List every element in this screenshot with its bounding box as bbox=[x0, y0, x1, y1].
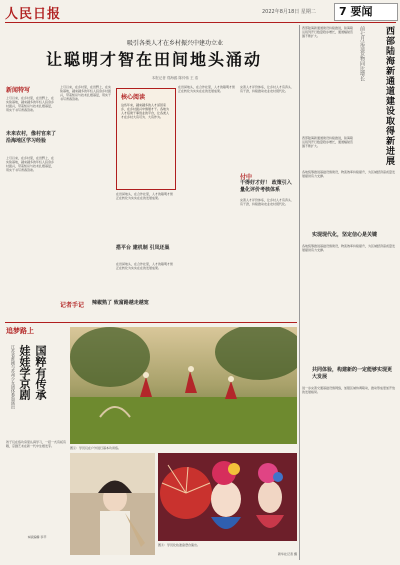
commentary-box bbox=[116, 88, 176, 190]
feature-photo-left bbox=[70, 453, 155, 555]
top-right-text: 西部陆海新通道建设持续推进，铁海联运班列开行数量稳步增长，通道辐射范围不断扩大。 bbox=[302, 26, 354, 38]
col2-text: 上月以来，在乡村里，在田野上，在实验基地，越来越多的年轻人投身乡村振兴，带着知识与技术扎根基层，用实干书写青春答卷。 bbox=[60, 85, 112, 101]
right-column-text-3: 进一步完善交通基础设施网络，加强区域协调联动，推动形成更加开放的发展格局。 bbox=[302, 386, 396, 394]
top-right-vertical-title: 西部陆海新通道建设取得新进展 bbox=[384, 26, 394, 166]
caption-2-3: 图②：学员化妆准备登台演出。 bbox=[158, 543, 201, 547]
feature-photo-main-image bbox=[70, 327, 297, 444]
masthead-logo: 人民日报 bbox=[5, 7, 62, 22]
right-column-text-1: 各地统筹推进基础设施建设，物流效率持续提升，为区域经济高质量发展提供有力支撑。 bbox=[302, 170, 396, 178]
col5-text-top: 完善人才评价体系，让乡村人才有奔头、有干劲，持续推动农业农村现代化。 bbox=[240, 85, 295, 93]
col3-text-bottom: 在田间地头，在合作社里，人才的聪明才智正在转化为实实在在的发展成果。 bbox=[116, 262, 174, 270]
left-column-subhead: 未来农村，像村官来了 沿海地区学习经验 bbox=[6, 131, 57, 144]
feature-photo-left-image bbox=[70, 453, 155, 555]
feature-title-1: 娃娃学京剧 bbox=[18, 345, 31, 400]
left-column-text: 上月以来，在乡村里，在田野上，在实验基地，越来越多的年轻人投身乡村振兴，带着知识与技术扎根基层，用实干书写青春答卷。 bbox=[6, 156, 55, 172]
mid-subhead: 搭平台 建机制 引凤还巢 bbox=[116, 245, 170, 251]
issue-date: 2022年8月18日 星期二 bbox=[262, 9, 316, 15]
feature-subtitle: 江苏省淮剧与苏州少女团体参加演出 bbox=[11, 345, 16, 409]
right-subhead-1: 实现现代化，坚定信心是关键 bbox=[312, 232, 378, 238]
article-byline: 本报记者 郑海鸥 陈仲伟 王 浩 bbox=[151, 76, 199, 80]
feature-title-2: 国粹有传承 bbox=[34, 345, 47, 400]
page-number-box bbox=[334, 3, 398, 21]
col3-text-top: 在田间地头，在合作社里，人才的聪明才智正在转化为实实在在的发展成果。 bbox=[116, 192, 174, 200]
section-tag-left: 新闻特写 bbox=[6, 87, 31, 94]
page-number: 7 要闻 bbox=[339, 5, 373, 18]
commentary-text: 这些年来，越来越多的人才返回家乡，在乡村振兴中施展才干。各地为人才搭建干事创业的平台，让各类人才在乡村大有可为、大有作为。 bbox=[121, 103, 170, 119]
column-divider bbox=[299, 25, 300, 560]
feature-body: 孩子们在练功房里认真学习，一招一式有板有眼，京剧艺术在新一代中生根发芽。 bbox=[6, 440, 67, 448]
feature-section-tag: 追梦路上 bbox=[6, 327, 34, 335]
article-headline: 让聪明才智在田间地头涌动 bbox=[45, 50, 262, 69]
commentary-label: 核心阅读 bbox=[121, 94, 146, 101]
col5-subhead: 干得好才好！ 政策引入量化评价考核体系 bbox=[240, 180, 292, 193]
right-subhead-2: 共同体验，构建新的一定能够实现更大发展 bbox=[312, 367, 393, 380]
side-label: 记者手记 bbox=[60, 302, 85, 309]
top-right-text-2: 西部陆海新通道建设持续推进，铁海联运班列开行数量稳步增长，通道辐射范围不断扩大。 bbox=[302, 136, 354, 148]
article-kicker: 吸引各类人才在乡村振兴中建功立业 bbox=[126, 40, 223, 47]
left-column-text-top: 上月以来，在乡村里，在田野上，在实验基地，越来越多的年轻人投身乡村振兴，带着知识与技术扎根基层，用实干书写青春答卷。 bbox=[6, 96, 55, 112]
feature-photo-right bbox=[158, 453, 297, 541]
col5-text: 完善人才评价体系，让乡村人才有奔头、有干劲，持续推动农业农村现代化。 bbox=[240, 198, 295, 206]
feature-rule bbox=[5, 322, 297, 323]
feature-photo-right-image bbox=[158, 453, 297, 541]
side-subhead: 辣椒熟了 致富路越走越宽 bbox=[92, 300, 149, 306]
header-rule bbox=[5, 22, 396, 23]
feature-photo-main bbox=[70, 327, 297, 444]
col5-label: 付中 bbox=[240, 174, 253, 181]
top-right-side-note: 前七月运送货物同比增长 bbox=[359, 26, 365, 81]
feature-footer: 本版编辑 李平 bbox=[27, 535, 47, 539]
col4-text: 在田间地头，在合作社里，人才的聪明才智正在转化为实实在在的发展成果。 bbox=[178, 85, 236, 93]
caption-1: 图①：学员们在户外进行基本功训练。 bbox=[70, 446, 122, 450]
photo-credit: 新华社记者 摄 bbox=[278, 552, 297, 556]
right-column-text-2: 各地统筹推进基础设施建设，物流效率持续提升，为区域经济高质量发展提供有力支撑。 bbox=[302, 244, 396, 252]
